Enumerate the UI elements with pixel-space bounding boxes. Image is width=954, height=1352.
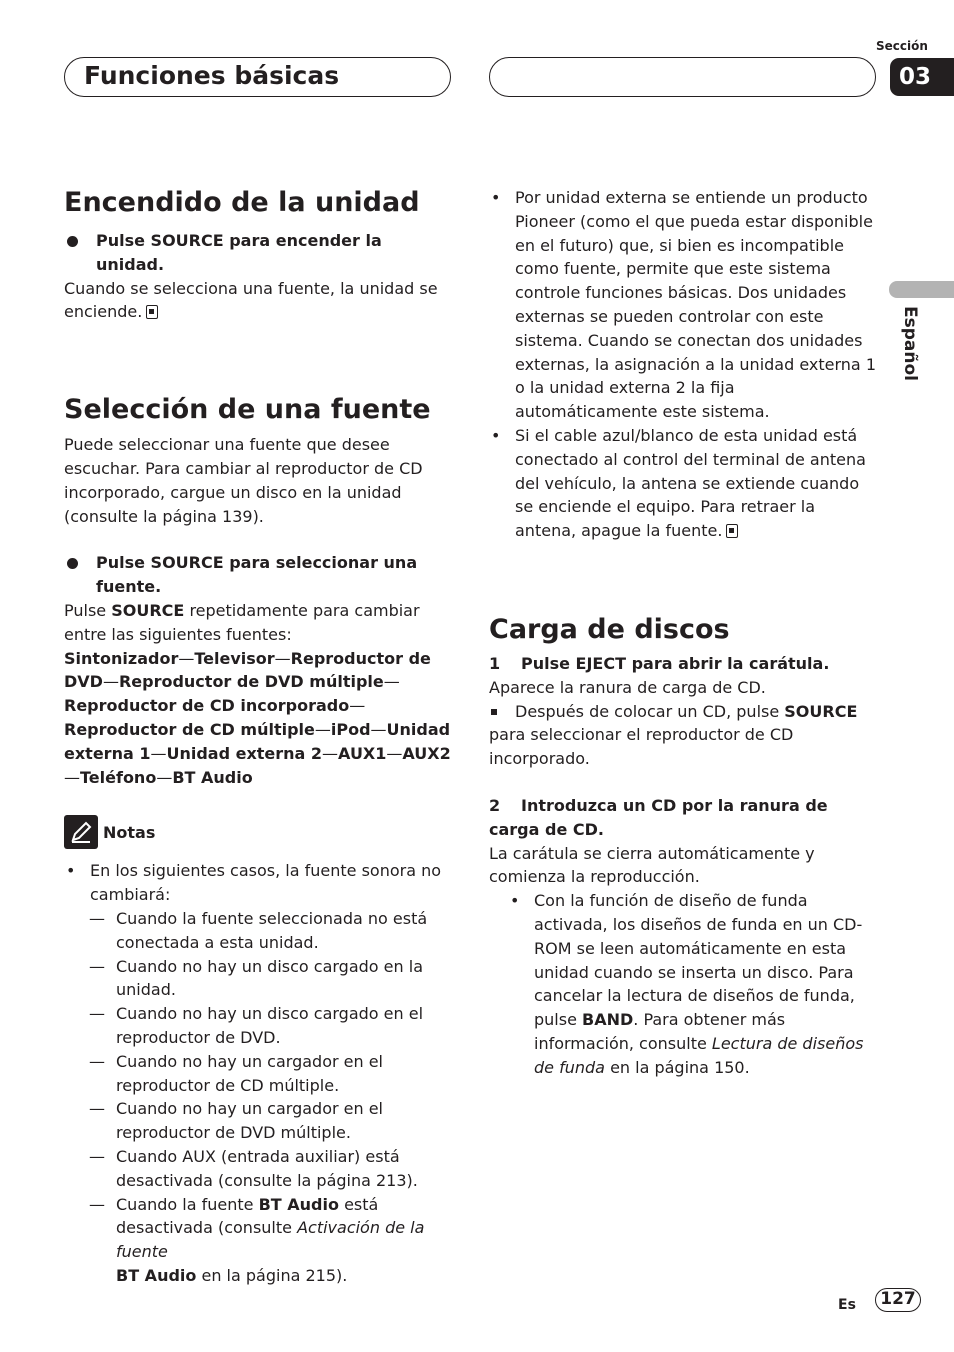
source-name: Reproductor de CD incorporado [64,696,350,716]
language-tab-bar [889,281,954,298]
header-pill-right [489,57,876,97]
source-name: iPod [330,719,371,739]
step-encendido: Pulse SOURCE para encender la unidad. [64,229,454,277]
external-unit-notes [489,186,879,543]
step-seleccion: Pulse SOURCE para seleccionar una fuente. [64,551,454,599]
end-mark-icon [146,305,158,319]
source-name: Unidad externa 1 [64,719,451,763]
heading-encendido: Encendido de la unidad [64,187,420,218]
notes-heading [64,815,454,849]
source-name: Reproductor de DVD [64,648,431,692]
note-dash-item-bt: — Cuando la fuente BT Audio está desactivada (consulte Activación de la fuente BT Audio en la página 215). [64,1193,454,1288]
note-dash-list-last [64,1193,454,1288]
note-external-unit: • Por unidad externa se entiende un producto Pioneer (como el que pueda estar disponible en el futuro) que, si bien es incompatible como fuente, permite que este sistema controle funciones básicas. Dos unidades externas se pueden controlar con este sistema. Cuando se conectan dos unidades externas, la asignación a la unidad externa 1 o la unidad externa 2 la fija automáticamente este sistema. [489,186,879,424]
source-name: AUX2 [402,743,451,763]
note-antenna: • Si el cable azul/blanco de esta unidad está conectado al control del terminal de antena del vehículo, la antena se extiende cuando se enciende el equipo. Para retraer la antena, apague la fuente. [489,424,879,543]
page-number: 127 [875,1288,921,1312]
source-name: Unidad externa 2 [166,743,323,763]
step-2-body: La carátula se cierra automáticamente y comienza la reproducción. [489,843,815,887]
note-dash-item: — Cuando la fuente seleccionada no está conectada a esta unidad. [64,907,454,955]
step-2: 2 Introduzca un CD por la ranura de carga de CD. [489,795,828,839]
note-dash-item: — Cuando no hay un cargador en el reproductor de CD múltiple. [64,1050,454,1098]
note-dash-item: — Cuando no hay un disco cargado en el reproductor de DVD. [64,1002,454,1050]
heading-carga: Carga de discos [489,613,730,645]
end-mark-icon [726,524,738,538]
step-1-note: Después de colocar un CD, pulse SOURCE [489,700,879,724]
step-2-note: • Con la función de diseño de funda activada, los diseños de funda en un CD-ROM se leen automáticamente en esta unidad cuando se inserta un disco. Para cancelar la lectura de diseños de funda, pulse BAND. Para obtener más información, consulte Lectura de diseños de funda en la página 150. [489,889,879,1079]
section-label: Sección [876,39,928,53]
language-tab-label: Español [900,306,920,381]
source-name: Reproductor de DVD múltiple [118,672,384,692]
source-name: Televisor [194,648,275,668]
step-1-note-cont: para seleccionar el reproductor de CD incorporado. [489,725,794,769]
header-title: Funciones básicas [84,61,340,90]
right-column [489,186,879,1080]
body-encendido: Cuando se selecciona una fuente, la unidad se enciende. [64,278,438,322]
section-number-badge: 03 [890,58,954,96]
source-name: Reproductor de CD múltiple [64,719,315,739]
source-name: Sintonizador [64,648,179,668]
source-name: BT Audio [172,767,253,787]
body-seleccion-2: Pulse SOURCE repetidamente para cambiar entre las siguientes fuentes: [64,600,420,644]
heading-seleccion: Selección de una fuente [64,394,431,426]
notes-label: Notas [103,823,156,843]
source-name: AUX1 [338,743,387,763]
sources-sequence: Sintonizador—Televisor—Reproductor de DVD—Reproductor de DVD múltiple—Reproductor de CD incorporado—Reproductor de CD múltiple—iPod—Unidad externa 1—Unidad externa 2—AUX1—AUX2—Teléfono—BT Audio [64,648,451,787]
note-dash-list [64,907,454,1193]
note-dash-item: — Cuando AUX (entrada auxiliar) está desactivada (consulte la página 213). [64,1145,454,1193]
note-dash-item: — Cuando no hay un disco cargado en la unidad. [64,955,454,1003]
notes-pencil-icon [64,815,98,849]
step-1-body: Aparece la ranura de carga de CD. [489,677,766,697]
source-name: Teléfono [80,767,157,787]
step-1: 1 Pulse EJECT para abrir la carátula. [489,653,830,673]
note-dash-item: — Cuando no hay un cargador en el reproductor de DVD múltiple. [64,1097,454,1145]
note-item: • En los siguientes casos, la fuente sonora no cambiará: [64,859,454,907]
notes-list [64,859,454,907]
left-column [64,186,454,1288]
step-1-notes [489,700,879,724]
footer-language: Es [838,1297,856,1313]
body-seleccion: Puede seleccionar una fuente que desee escuchar. Para cambiar al reproductor de CD incorporado, cargue un disco en la unidad (consulte la página 139). [64,435,423,526]
